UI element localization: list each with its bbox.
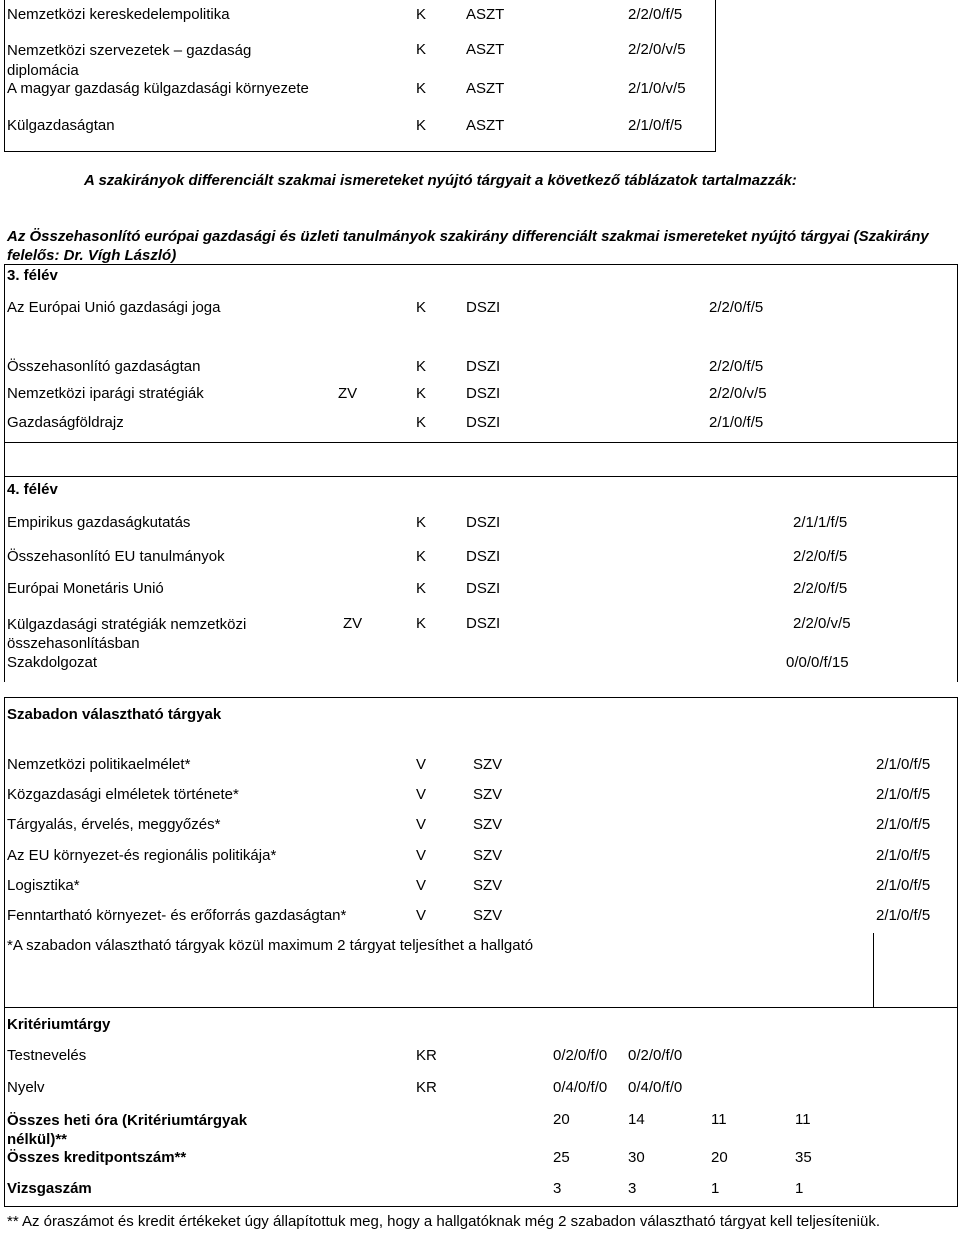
table-row-name: Nemzetközi kereskedelempolitika <box>7 6 230 23</box>
semester-title: 3. félév <box>7 267 58 284</box>
totals-label: Vizsgaszám <box>7 1180 92 1197</box>
table-row-name: Empirikus gazdaságkutatás <box>7 514 191 531</box>
semester-3-table <box>0 264 960 442</box>
table-row-dept: DSZI <box>466 385 501 402</box>
table-row-dept: DSZI <box>466 414 501 431</box>
table-row-type: V <box>416 907 427 924</box>
table-row-hours: 2/2/0/f/5 <box>793 548 848 565</box>
totals-value: 30 <box>628 1149 645 1166</box>
table-row-type: K <box>416 80 427 97</box>
table-row-dept: DSZI <box>466 615 501 632</box>
criteria-title: Kritériumtárgy <box>7 1016 111 1033</box>
table-row-name: Fenntartható környezet- és erőforrás gazdaságtan* <box>7 907 347 924</box>
totals-value: 3 <box>628 1180 637 1197</box>
table-row-name: Az Európai Unió gazdasági joga <box>7 299 221 316</box>
spec-heading: Az Összehasonlító európai gazdasági és üzleti tanulmányok szakirány differenciált szakmai ismereteket nyújtó tárgyai (Szakirány felelős: Dr. Vígh László) <box>7 228 929 264</box>
table-row-dept: DSZI <box>466 580 501 597</box>
spacer-box <box>4 442 958 476</box>
table-row-hours: 2/1/0/v/5 <box>628 80 686 97</box>
table-row-dept: ASZT <box>466 41 505 58</box>
table-row-dept: SZV <box>473 816 503 833</box>
totals-value: 25 <box>553 1149 570 1166</box>
table-row-hours: 2/2/0/v/5 <box>709 385 767 402</box>
table-row-name: Külgazdaságtan <box>7 117 115 134</box>
totals-value: 1 <box>711 1180 720 1197</box>
table-row-type: K <box>416 385 427 402</box>
table-row-dept: DSZI <box>466 514 501 531</box>
totals-label: Összes heti óra (Kritériumtárgyak nélkül)** <box>7 1112 248 1148</box>
table-row-name: Gazdaságföldrajz <box>7 414 124 431</box>
totals-value: 11 <box>795 1111 811 1128</box>
table-row-type: K <box>416 41 427 58</box>
table-row-dept: SZV <box>473 907 503 924</box>
table-row-dept: ASZT <box>466 6 505 23</box>
totals-value: 1 <box>795 1180 804 1197</box>
table-row-value: 0/4/0/f/0 <box>553 1079 608 1096</box>
table-row-hours: 2/1/0/f/5 <box>876 816 931 833</box>
table-row-hours: 2/2/0/f/5 <box>793 580 848 597</box>
table-row-hours: 2/1/0/f/5 <box>709 414 764 431</box>
table-row-name: Az EU környezet-és regionális politikája* <box>7 847 277 864</box>
table-row-name: Nemzetközi szervezetek – gazdaság diplomácia <box>7 42 252 79</box>
table-row-value: 0/4/0/f/0 <box>628 1079 683 1096</box>
table-row-name: Külgazdasági stratégiák nemzetközi összehasonlításban <box>7 616 247 652</box>
totals-value: 35 <box>795 1149 812 1166</box>
table-row-dept: DSZI <box>466 299 501 316</box>
elective-title: Szabadon választható tárgyak <box>7 706 222 723</box>
table-row-name: A magyar gazdaság külgazdasági környezete <box>7 80 309 97</box>
table-row-type: K <box>416 299 427 316</box>
table-row-type: K <box>416 358 427 375</box>
table-row-type: KR <box>416 1047 437 1064</box>
table-row-name: Közgazdasági elméletek története* <box>7 786 239 803</box>
table-row-type: V <box>416 847 427 864</box>
table-row-name: Nemzetközi iparági stratégiák <box>7 385 204 402</box>
table-row-hours: 2/1/0/f/5 <box>876 786 931 803</box>
semester-4-table <box>0 476 960 682</box>
table-row-type: K <box>416 514 427 531</box>
table-row-name: Összehasonlító EU tanulmányok <box>7 548 225 565</box>
elective-table <box>0 697 960 1007</box>
table-row-dept: SZV <box>473 786 503 803</box>
table-row-hours: 2/2/0/v/5 <box>793 615 851 632</box>
table-row-dept: DSZI <box>466 548 501 565</box>
intro-line: A szakirányok differenciált szakmai ismereteket nyújtó tárgyait a következő táblázatok tartalmazzák: <box>84 172 797 189</box>
criteria-table <box>0 1007 960 1207</box>
totals-value: 20 <box>553 1111 570 1128</box>
table-row-type: K <box>416 548 427 565</box>
table-row-type: V <box>416 756 427 773</box>
table-row-name: Európai Monetáris Unió <box>7 580 164 597</box>
totals-value: 20 <box>711 1149 728 1166</box>
table-row-dept: SZV <box>473 877 503 894</box>
table-row-name: Nemzetközi politikaelmélet* <box>7 756 191 773</box>
table-row-name: Összehasonlító gazdaságtan <box>7 358 201 375</box>
table-row-hours: 2/1/0/f/5 <box>876 847 931 864</box>
totals-value: 11 <box>711 1111 727 1128</box>
table-row-hours: 2/1/0/f/5 <box>628 117 683 134</box>
table-row-dept: ASZT <box>466 117 505 134</box>
table-row-name: Szakdolgozat <box>7 654 98 671</box>
totals-value: 3 <box>553 1180 562 1197</box>
elective-note: *A szabadon választható tárgyak közül maximum 2 tárgyat teljesíthet a hallgató <box>7 937 534 954</box>
table-row-type: V <box>416 786 427 803</box>
table-row-hours: 2/2/0/f/5 <box>709 358 764 375</box>
footnote: ** Az óraszámot és kredit értékeket úgy állapítottuk meg, hogy a hallgatóknak még 2 szabadon választható tárgyat kell teljesíteniük. <box>7 1213 880 1230</box>
table-row-value: 0/2/0/f/0 <box>628 1047 683 1064</box>
table-row-type: KR <box>416 1079 437 1096</box>
table-row-type: K <box>416 414 427 431</box>
table-row-type: K <box>416 6 427 23</box>
table-row-hours: 2/2/0/f/5 <box>709 299 764 316</box>
table-row-type: V <box>416 816 427 833</box>
table-row-name: Tárgyalás, érvelés, meggyőzés* <box>7 816 221 833</box>
table-row-dept: DSZI <box>466 358 501 375</box>
table-row-dept: ASZT <box>466 80 505 97</box>
totals-value: 14 <box>628 1111 645 1128</box>
table-row-hours: 2/2/0/v/5 <box>628 41 686 58</box>
table-row-type: K <box>416 117 427 134</box>
table-row-hours: 2/1/0/f/5 <box>876 907 931 924</box>
semester-title: 4. félév <box>7 481 58 498</box>
table-row-hours: 2/1/1/f/5 <box>793 514 848 531</box>
table-row-hours: 2/2/0/f/5 <box>628 6 683 23</box>
table-row-zv: ZV <box>343 615 363 632</box>
table-row-hours: 0/0/0/f/15 <box>786 654 849 671</box>
table-row-dept: SZV <box>473 847 503 864</box>
totals-label: Összes kreditpontszám** <box>7 1149 187 1166</box>
table-row-name: Logisztika* <box>7 877 80 894</box>
top-table <box>0 0 960 152</box>
table-row-name: Testnevelés <box>7 1047 87 1064</box>
table-row-type: V <box>416 877 427 894</box>
table-row-type: K <box>416 615 427 632</box>
table-row-hours: 2/1/0/f/5 <box>876 877 931 894</box>
table-row-type: K <box>416 580 427 597</box>
table-row-zv: ZV <box>338 385 358 402</box>
table-row-dept: SZV <box>473 756 503 773</box>
table-row-name: Nyelv <box>7 1079 45 1096</box>
table-row-hours: 2/1/0/f/5 <box>876 756 931 773</box>
table-row-value: 0/2/0/f/0 <box>553 1047 608 1064</box>
